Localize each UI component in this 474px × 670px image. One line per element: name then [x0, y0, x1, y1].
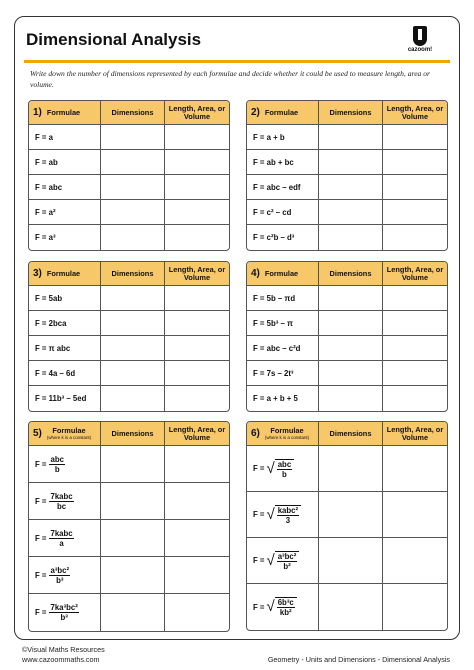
- lav-header: Length, Area, or Volume: [168, 424, 226, 442]
- lav-answer-cell[interactable]: [383, 336, 447, 360]
- lav-answer-cell[interactable]: [383, 175, 447, 199]
- question-number: 5): [33, 427, 42, 439]
- table-row: [247, 336, 447, 361]
- table-row: [247, 584, 447, 630]
- formula-cell: F = 5b³ – π: [247, 311, 319, 335]
- instructions: Write down the number of dimensions represented by each formulae and decide whether it could be used to measure length, area or volume.: [30, 69, 431, 89]
- formulae-header: Formulae: [46, 107, 81, 117]
- cazoom-logo-text: cazoom!: [407, 47, 433, 53]
- lav-answer-cell[interactable]: [383, 125, 447, 149]
- dimensions-answer-cell[interactable]: [319, 175, 383, 199]
- formula-cell: F = $\frac{\text{abc}}{b}$: [29, 446, 101, 482]
- footer-copyright: ©Visual Maths Resources: [22, 645, 105, 654]
- formula-cell: F = abc – edf: [247, 175, 319, 199]
- table-row: [247, 286, 447, 311]
- table-row: [247, 386, 447, 411]
- lav-answer-cell[interactable]: [165, 311, 229, 335]
- question-number: 3): [33, 267, 42, 279]
- formula-cell: F = ab: [29, 150, 101, 174]
- table-row: [247, 200, 447, 225]
- formula-cell: F = √ $\frac{\text{6b³c}}{\text{kb²}}$: [247, 584, 319, 630]
- constant-note: (where k is a constant): [264, 435, 310, 440]
- table-row: [29, 150, 229, 175]
- dimensions-answer-cell[interactable]: [319, 584, 383, 630]
- page-title: Dimensional Analysis: [26, 30, 202, 49]
- table-row: [29, 520, 229, 557]
- formula-cell: F = 5b – πd: [247, 286, 319, 310]
- lav-answer-cell[interactable]: [383, 584, 447, 630]
- radical-sign-icon: √: [266, 459, 275, 477]
- formula-cell: F = 2bca: [29, 311, 101, 335]
- table-row: [247, 150, 447, 175]
- dimensions-header: Dimensions: [101, 101, 165, 124]
- footer-topic: Geometry - Units and Dimensions - Dimensional Analysis: [267, 655, 450, 664]
- question-number: 6): [251, 427, 260, 439]
- table-row: [29, 125, 229, 150]
- lav-answer-cell[interactable]: [165, 446, 229, 482]
- dimensions-answer-cell[interactable]: [101, 225, 165, 250]
- dimensions-answer-cell[interactable]: [101, 311, 165, 335]
- radical-sign-icon: √: [266, 505, 275, 523]
- question-table-3: [28, 261, 230, 412]
- dimensions-answer-cell[interactable]: [101, 361, 165, 385]
- question-table-4: [246, 261, 448, 412]
- lav-answer-cell[interactable]: [383, 311, 447, 335]
- lav-header: Length, Area, or Volume: [168, 264, 226, 282]
- dimensions-answer-cell[interactable]: [319, 361, 383, 385]
- table-row: [29, 200, 229, 225]
- question-number: 1): [33, 106, 42, 118]
- formula-cell: F = $\frac{\text{7kabc}}{bc}$: [29, 483, 101, 519]
- dimensions-header: Dimensions: [319, 422, 383, 445]
- formula-cell: F = √ $\frac{\text{abc}}{b}$: [247, 446, 319, 491]
- dimensions-answer-cell[interactable]: [319, 386, 383, 411]
- dimensions-answer-cell[interactable]: [101, 386, 165, 411]
- dimensions-answer-cell[interactable]: [319, 125, 383, 149]
- formula-cell: F = $\frac{\text{a³bc²}}{\text{b³}}$: [29, 557, 101, 593]
- formula-cell: F = a: [29, 125, 101, 149]
- table-row: [247, 492, 447, 538]
- dimensions-answer-cell[interactable]: [319, 286, 383, 310]
- formulae-header: Formulae: [52, 426, 86, 435]
- dimensions-answer-cell[interactable]: [319, 446, 383, 491]
- lav-answer-cell[interactable]: [165, 225, 229, 250]
- formula-cell: F = c² – cd: [247, 200, 319, 224]
- formula-cell: F = a + b + 5: [247, 386, 319, 411]
- table-row: [247, 538, 447, 584]
- table-row: [29, 386, 229, 411]
- lav-answer-cell[interactable]: [383, 361, 447, 385]
- radical-sign-icon: √: [266, 551, 275, 569]
- dimensions-header: Dimensions: [319, 262, 383, 285]
- lav-header: Length, Area, or Volume: [168, 103, 226, 121]
- dimensions-answer-cell[interactable]: [319, 492, 383, 537]
- lav-answer-cell[interactable]: [165, 125, 229, 149]
- table-row: [29, 557, 229, 594]
- dimensions-answer-cell[interactable]: [101, 200, 165, 224]
- formula-cell: F = c²b – d³: [247, 225, 319, 250]
- lav-answer-cell[interactable]: [383, 150, 447, 174]
- formula-cell: F = √ $\frac{\text{kabc²}}{3}$: [247, 492, 319, 537]
- lav-header: Length, Area, or Volume: [386, 424, 444, 442]
- formula-cell: F = a³: [29, 225, 101, 250]
- dimensions-answer-cell[interactable]: [319, 150, 383, 174]
- cazoom-logo: [400, 26, 440, 58]
- lav-answer-cell[interactable]: [383, 386, 447, 411]
- cazoom-logo-icon: [413, 26, 427, 46]
- lav-answer-cell[interactable]: [165, 175, 229, 199]
- lav-answer-cell[interactable]: [383, 538, 447, 583]
- table-row: [29, 483, 229, 520]
- lav-answer-cell[interactable]: [383, 492, 447, 537]
- table-row: [29, 361, 229, 386]
- title-rule: [24, 60, 450, 63]
- lav-answer-cell[interactable]: [383, 286, 447, 310]
- formula-cell: F = π abc: [29, 336, 101, 360]
- lav-answer-cell[interactable]: [165, 200, 229, 224]
- lav-answer-cell[interactable]: [165, 286, 229, 310]
- table-row: [29, 175, 229, 200]
- lav-header: Length, Area, or Volume: [386, 103, 444, 121]
- lav-answer-cell[interactable]: [165, 557, 229, 593]
- table-row: [247, 361, 447, 386]
- dimensions-answer-cell[interactable]: [319, 225, 383, 250]
- constant-note: (where k is a constant): [46, 435, 92, 440]
- formula-cell: F = abc – c²d: [247, 336, 319, 360]
- question-table-5: [28, 421, 230, 632]
- formula-cell: F = 4a – 6d: [29, 361, 101, 385]
- dimensions-answer-cell[interactable]: [101, 125, 165, 149]
- table-row: [29, 225, 229, 250]
- formula-cell: F = 11b³ – 5ed: [29, 386, 101, 411]
- formulae-header: Formulae: [270, 426, 304, 435]
- table-row: [247, 125, 447, 150]
- dimensions-answer-cell[interactable]: [101, 446, 165, 482]
- formulae-header: Formulae: [46, 268, 81, 278]
- dimensions-header: Dimensions: [101, 422, 165, 445]
- dimensions-answer-cell[interactable]: [101, 175, 165, 199]
- table-row: [247, 225, 447, 250]
- question-table-2: [246, 100, 448, 251]
- formula-cell: F = $\frac{\text{7ka³bc²}}{\text{b³}}$: [29, 594, 101, 631]
- dimensions-answer-cell[interactable]: [101, 286, 165, 310]
- dimensions-answer-cell[interactable]: [101, 483, 165, 519]
- table-row: [29, 286, 229, 311]
- question-number: 2): [251, 106, 260, 118]
- formula-cell: F = ab + bc: [247, 150, 319, 174]
- formulae-header: Formulae: [264, 268, 299, 278]
- dimensions-answer-cell[interactable]: [319, 538, 383, 583]
- lav-answer-cell[interactable]: [165, 520, 229, 556]
- lav-answer-cell[interactable]: [383, 446, 447, 491]
- question-number: 4): [251, 267, 260, 279]
- formula-cell: F = a + b: [247, 125, 319, 149]
- lav-answer-cell[interactable]: [165, 150, 229, 174]
- dimensions-answer-cell[interactable]: [319, 336, 383, 360]
- lav-answer-cell[interactable]: [165, 386, 229, 411]
- dimensions-answer-cell[interactable]: [101, 557, 165, 593]
- dimensions-answer-cell[interactable]: [101, 150, 165, 174]
- lav-header: Length, Area, or Volume: [386, 264, 444, 282]
- table-row: [29, 594, 229, 631]
- lav-answer-cell[interactable]: [383, 200, 447, 224]
- table-row: [29, 336, 229, 361]
- dimensions-answer-cell[interactable]: [101, 520, 165, 556]
- table-row: [247, 311, 447, 336]
- table-row: [247, 446, 447, 492]
- dimensions-header: Dimensions: [319, 101, 383, 124]
- dimensions-answer-cell[interactable]: [319, 200, 383, 224]
- table-row: [29, 311, 229, 336]
- radical-sign-icon: √: [266, 598, 275, 615]
- formulae-header: Formulae: [264, 107, 299, 117]
- table-row: [247, 175, 447, 200]
- formula-cell: F = 7s – 2t³: [247, 361, 319, 385]
- lav-answer-cell[interactable]: [165, 336, 229, 360]
- table-row: [29, 446, 229, 483]
- footer-credits: [22, 645, 105, 665]
- dimensions-answer-cell[interactable]: [101, 336, 165, 360]
- formula-cell: F = abc: [29, 175, 101, 199]
- lav-answer-cell[interactable]: [383, 225, 447, 250]
- formula-cell: F = 5ab: [29, 286, 101, 310]
- dimensions-answer-cell[interactable]: [319, 311, 383, 335]
- formula-cell: F = a²: [29, 200, 101, 224]
- lav-answer-cell[interactable]: [165, 594, 229, 631]
- dimensions-header: Dimensions: [101, 262, 165, 285]
- lav-answer-cell[interactable]: [165, 361, 229, 385]
- footer-website-link[interactable]: www.cazoommaths.com: [22, 655, 100, 664]
- lav-answer-cell[interactable]: [165, 483, 229, 519]
- question-table-6: [246, 421, 448, 631]
- question-table-1: [28, 100, 230, 251]
- formula-cell: F = √ $\frac{\text{a³bc²}}{\text{b²}}$: [247, 538, 319, 583]
- dimensions-answer-cell[interactable]: [101, 594, 165, 631]
- formula-cell: F = $\frac{\text{7kabc}}{a}$: [29, 520, 101, 556]
